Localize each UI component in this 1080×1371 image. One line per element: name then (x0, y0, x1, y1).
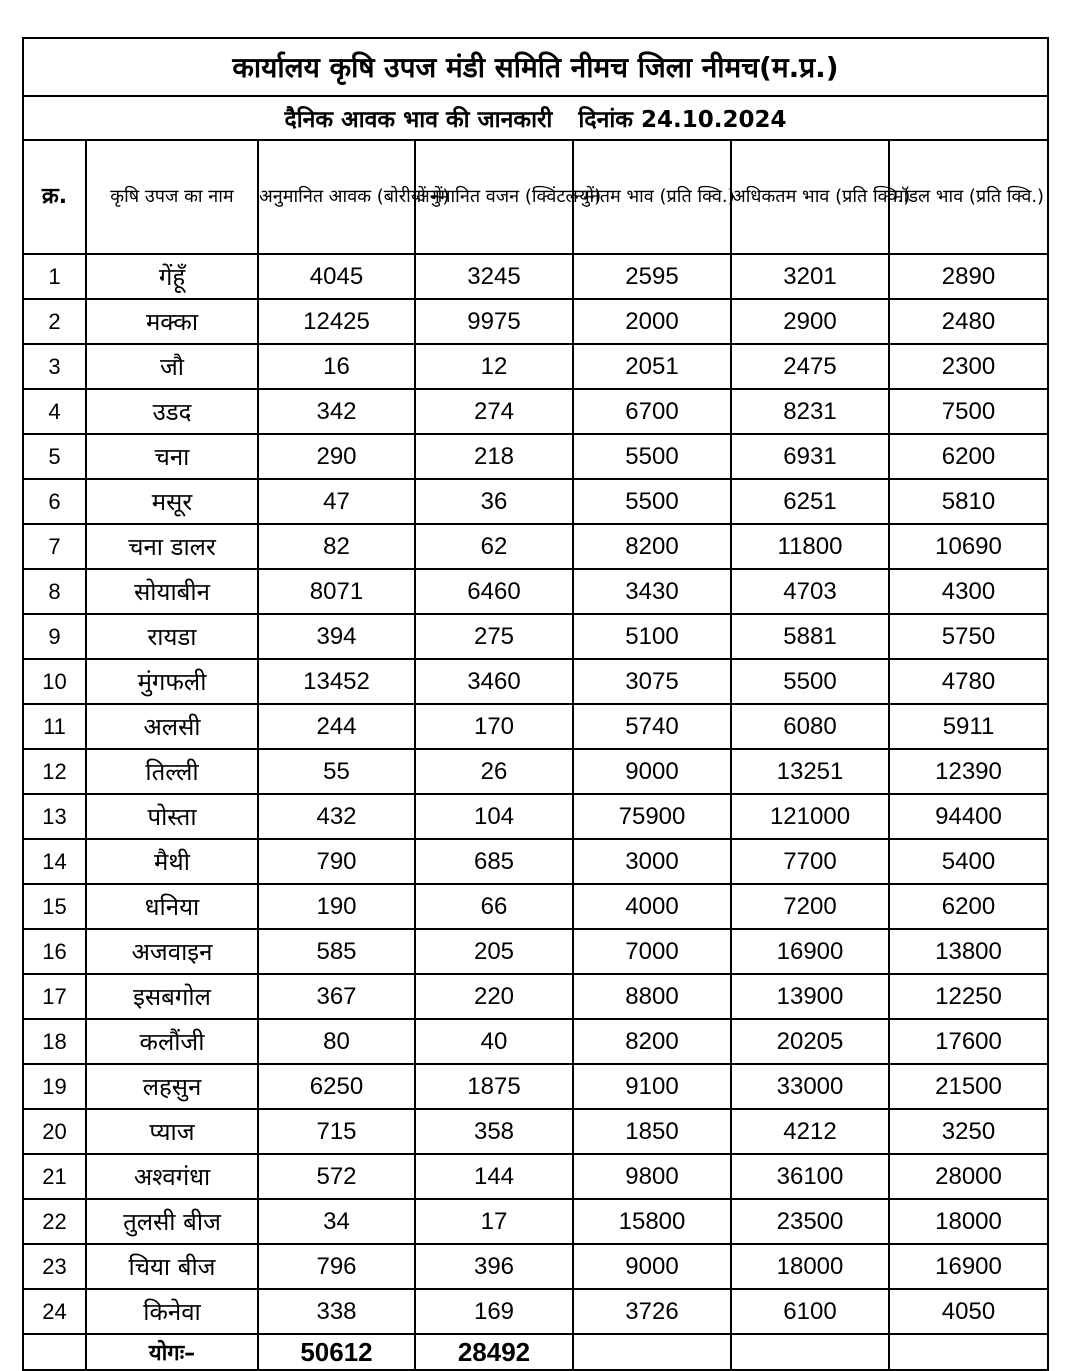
table-row (23, 1244, 1048, 1289)
cell-estimated-arrival: 55 (258, 749, 415, 794)
table-row (23, 929, 1048, 974)
cell-estimated-arrival: 290 (258, 434, 415, 479)
cell-minimum-price: 8800 (573, 974, 731, 1019)
cell-maximum-price: 16900 (731, 929, 889, 974)
cell-modal-price: 17600 (889, 1019, 1048, 1064)
cell-maximum-price: 36100 (731, 1154, 889, 1199)
cell-serial-number: 19 (23, 1064, 86, 1109)
cell-estimated-arrival: 796 (258, 1244, 415, 1289)
cell-estimated-arrival: 715 (258, 1109, 415, 1154)
cell-estimated-weight: 274 (415, 389, 573, 434)
cell-estimated-weight: 40 (415, 1019, 573, 1064)
cell-modal-price: 12250 (889, 974, 1048, 1019)
report-date: दिनांक 24.10.2024 (578, 107, 787, 133)
cell-modal-price: 2300 (889, 344, 1048, 389)
cell-minimum-price: 3000 (573, 839, 731, 884)
cell-crop-name: तिल्ली (86, 749, 258, 794)
cell-modal-price: 5911 (889, 704, 1048, 749)
cell-estimated-weight: 685 (415, 839, 573, 884)
table-row (23, 1064, 1048, 1109)
cell-crop-name: रायडा (86, 614, 258, 659)
cell-serial-number: 14 (23, 839, 86, 884)
cell-serial-number: 10 (23, 659, 86, 704)
cell-estimated-arrival: 16 (258, 344, 415, 389)
cell-serial-number: 20 (23, 1109, 86, 1154)
cell-maximum-price: 4212 (731, 1109, 889, 1154)
cell-minimum-price: 15800 (573, 1199, 731, 1244)
mandi-price-table (22, 37, 1049, 1371)
page-title: कार्यालय कृषि उपज मंडी समिति नीमच जिला नीमच(म.प्र.) (23, 38, 1048, 96)
total-blank-max (731, 1334, 889, 1370)
table-row (23, 1154, 1048, 1199)
cell-serial-number: 6 (23, 479, 86, 524)
cell-crop-name: जौ (86, 344, 258, 389)
table-row (23, 299, 1048, 344)
cell-maximum-price: 6251 (731, 479, 889, 524)
cell-serial-number: 3 (23, 344, 86, 389)
table-row (23, 614, 1048, 659)
cell-estimated-weight: 66 (415, 884, 573, 929)
cell-estimated-arrival: 47 (258, 479, 415, 524)
cell-estimated-arrival: 80 (258, 1019, 415, 1064)
cell-serial-number: 23 (23, 1244, 86, 1289)
table-row (23, 1109, 1048, 1154)
cell-estimated-weight: 26 (415, 749, 573, 794)
cell-estimated-weight: 62 (415, 524, 573, 569)
title-row (23, 38, 1048, 96)
cell-estimated-arrival: 190 (258, 884, 415, 929)
table-row (23, 749, 1048, 794)
cell-crop-name: सोयाबीन (86, 569, 258, 614)
cell-maximum-price: 4703 (731, 569, 889, 614)
cell-maximum-price: 6931 (731, 434, 889, 479)
cell-estimated-arrival: 34 (258, 1199, 415, 1244)
table-row (23, 1289, 1048, 1334)
total-weight: 28492 (415, 1334, 573, 1370)
cell-serial-number: 9 (23, 614, 86, 659)
cell-estimated-weight: 104 (415, 794, 573, 839)
cell-serial-number: 24 (23, 1289, 86, 1334)
header-serial-number: क्र. (23, 140, 86, 254)
cell-modal-price: 3250 (889, 1109, 1048, 1154)
cell-crop-name: मैथी (86, 839, 258, 884)
cell-serial-number: 16 (23, 929, 86, 974)
cell-minimum-price: 2051 (573, 344, 731, 389)
cell-maximum-price: 121000 (731, 794, 889, 839)
cell-maximum-price: 18000 (731, 1244, 889, 1289)
header-modal-price: मॉडल भाव (प्रति क्वि.) (889, 140, 1048, 254)
subtitle-row (23, 96, 1048, 140)
cell-crop-name: मुंगफली (86, 659, 258, 704)
cell-modal-price: 2480 (889, 299, 1048, 344)
cell-crop-name: किनेवा (86, 1289, 258, 1334)
table-row (23, 704, 1048, 749)
cell-estimated-weight: 144 (415, 1154, 573, 1199)
table-row (23, 1019, 1048, 1064)
cell-maximum-price: 7700 (731, 839, 889, 884)
cell-maximum-price: 6100 (731, 1289, 889, 1334)
cell-crop-name: गेंहूँ (86, 254, 258, 299)
cell-modal-price: 2890 (889, 254, 1048, 299)
cell-serial-number: 21 (23, 1154, 86, 1199)
cell-serial-number: 5 (23, 434, 86, 479)
table-row (23, 344, 1048, 389)
table-body (23, 254, 1048, 1334)
cell-crop-name: अलसी (86, 704, 258, 749)
cell-serial-number: 1 (23, 254, 86, 299)
cell-modal-price: 4050 (889, 1289, 1048, 1334)
cell-estimated-weight: 205 (415, 929, 573, 974)
header-maximum-price: अधिकतम भाव (प्रति क्वि.) (731, 140, 889, 254)
cell-estimated-arrival: 432 (258, 794, 415, 839)
cell-estimated-weight: 3460 (415, 659, 573, 704)
cell-crop-name: लहसुन (86, 1064, 258, 1109)
cell-crop-name: चना (86, 434, 258, 479)
cell-serial-number: 13 (23, 794, 86, 839)
cell-crop-name: इसबगोल (86, 974, 258, 1019)
header-estimated-weight: अनुमानित वजन (क्विंटल में) (415, 140, 573, 254)
cell-estimated-weight: 36 (415, 479, 573, 524)
cell-estimated-arrival: 338 (258, 1289, 415, 1334)
total-arrival: 50612 (258, 1334, 415, 1370)
cell-modal-price: 6200 (889, 434, 1048, 479)
cell-minimum-price: 4000 (573, 884, 731, 929)
header-minimum-price: न्युनतम भाव (प्रति क्वि.) (573, 140, 731, 254)
cell-estimated-weight: 6460 (415, 569, 573, 614)
cell-estimated-weight: 9975 (415, 299, 573, 344)
cell-crop-name: अजवाइन (86, 929, 258, 974)
cell-maximum-price: 13251 (731, 749, 889, 794)
cell-maximum-price: 2475 (731, 344, 889, 389)
cell-maximum-price: 8231 (731, 389, 889, 434)
cell-estimated-weight: 12 (415, 344, 573, 389)
cell-minimum-price: 2595 (573, 254, 731, 299)
cell-modal-price: 6200 (889, 884, 1048, 929)
table-row (23, 1199, 1048, 1244)
total-label: योगः– (86, 1334, 258, 1370)
cell-minimum-price: 1850 (573, 1109, 731, 1154)
cell-minimum-price: 8200 (573, 1019, 731, 1064)
cell-minimum-price: 9100 (573, 1064, 731, 1109)
cell-estimated-weight: 396 (415, 1244, 573, 1289)
cell-serial-number: 4 (23, 389, 86, 434)
cell-minimum-price: 5500 (573, 434, 731, 479)
cell-estimated-arrival: 585 (258, 929, 415, 974)
cell-modal-price: 5400 (889, 839, 1048, 884)
cell-serial-number: 8 (23, 569, 86, 614)
cell-estimated-arrival: 367 (258, 974, 415, 1019)
cell-serial-number: 17 (23, 974, 86, 1019)
cell-crop-name: चिया बीज (86, 1244, 258, 1289)
cell-serial-number: 7 (23, 524, 86, 569)
cell-estimated-arrival: 244 (258, 704, 415, 749)
cell-crop-name: अश्वगंधा (86, 1154, 258, 1199)
cell-maximum-price: 20205 (731, 1019, 889, 1064)
cell-crop-name: चना डालर (86, 524, 258, 569)
cell-crop-name: तुलसी बीज (86, 1199, 258, 1244)
table-row (23, 569, 1048, 614)
cell-crop-name: उडद (86, 389, 258, 434)
cell-minimum-price: 5740 (573, 704, 731, 749)
cell-modal-price: 4780 (889, 659, 1048, 704)
cell-minimum-price: 9000 (573, 1244, 731, 1289)
cell-estimated-arrival: 572 (258, 1154, 415, 1199)
cell-estimated-weight: 17 (415, 1199, 573, 1244)
table-row (23, 659, 1048, 704)
cell-modal-price: 7500 (889, 389, 1048, 434)
cell-modal-price: 13800 (889, 929, 1048, 974)
cell-minimum-price: 6700 (573, 389, 731, 434)
cell-estimated-weight: 218 (415, 434, 573, 479)
cell-modal-price: 10690 (889, 524, 1048, 569)
cell-modal-price: 21500 (889, 1064, 1048, 1109)
subtitle-cell (23, 96, 1048, 140)
cell-crop-name: कलौंजी (86, 1019, 258, 1064)
cell-maximum-price: 7200 (731, 884, 889, 929)
cell-serial-number: 2 (23, 299, 86, 344)
cell-crop-name: मसूर (86, 479, 258, 524)
cell-estimated-weight: 220 (415, 974, 573, 1019)
cell-modal-price: 4300 (889, 569, 1048, 614)
cell-estimated-arrival: 13452 (258, 659, 415, 704)
cell-crop-name: धनिया (86, 884, 258, 929)
table-row (23, 254, 1048, 299)
cell-estimated-arrival: 790 (258, 839, 415, 884)
cell-modal-price: 12390 (889, 749, 1048, 794)
total-serial-blank (23, 1334, 86, 1370)
total-blank-modal (889, 1334, 1048, 1370)
cell-maximum-price: 3201 (731, 254, 889, 299)
header-estimated-arrival: अनुमानित आवक (बोरीयों में) (258, 140, 415, 254)
cell-crop-name: पोस्ता (86, 794, 258, 839)
cell-minimum-price: 75900 (573, 794, 731, 839)
table-row (23, 479, 1048, 524)
cell-maximum-price: 2900 (731, 299, 889, 344)
cell-estimated-weight: 169 (415, 1289, 573, 1334)
cell-maximum-price: 6080 (731, 704, 889, 749)
cell-crop-name: मक्का (86, 299, 258, 344)
cell-estimated-arrival: 82 (258, 524, 415, 569)
cell-minimum-price: 9000 (573, 749, 731, 794)
cell-minimum-price: 8200 (573, 524, 731, 569)
cell-estimated-arrival: 394 (258, 614, 415, 659)
cell-maximum-price: 23500 (731, 1199, 889, 1244)
cell-crop-name: प्याज (86, 1109, 258, 1154)
cell-estimated-arrival: 4045 (258, 254, 415, 299)
cell-modal-price: 28000 (889, 1154, 1048, 1199)
cell-modal-price: 5750 (889, 614, 1048, 659)
table-row (23, 524, 1048, 569)
cell-maximum-price: 5881 (731, 614, 889, 659)
cell-maximum-price: 33000 (731, 1064, 889, 1109)
cell-estimated-arrival: 342 (258, 389, 415, 434)
cell-estimated-weight: 1875 (415, 1064, 573, 1109)
header-crop-name: कृषि उपज का नाम (86, 140, 258, 254)
subtitle: दैनिक आवक भाव की जानकारी (284, 107, 553, 133)
cell-modal-price: 16900 (889, 1244, 1048, 1289)
cell-minimum-price: 3726 (573, 1289, 731, 1334)
table-row (23, 974, 1048, 1019)
cell-estimated-weight: 3245 (415, 254, 573, 299)
cell-minimum-price: 3075 (573, 659, 731, 704)
cell-serial-number: 22 (23, 1199, 86, 1244)
cell-estimated-weight: 358 (415, 1109, 573, 1154)
cell-minimum-price: 5500 (573, 479, 731, 524)
cell-maximum-price: 5500 (731, 659, 889, 704)
cell-minimum-price: 3430 (573, 569, 731, 614)
cell-estimated-weight: 170 (415, 704, 573, 749)
cell-serial-number: 12 (23, 749, 86, 794)
cell-serial-number: 15 (23, 884, 86, 929)
cell-maximum-price: 13900 (731, 974, 889, 1019)
cell-maximum-price: 11800 (731, 524, 889, 569)
cell-minimum-price: 9800 (573, 1154, 731, 1199)
cell-minimum-price: 5100 (573, 614, 731, 659)
cell-minimum-price: 2000 (573, 299, 731, 344)
total-blank-min (573, 1334, 731, 1370)
total-row (23, 1334, 1048, 1370)
table-row (23, 434, 1048, 479)
cell-estimated-arrival: 6250 (258, 1064, 415, 1109)
cell-estimated-arrival: 12425 (258, 299, 415, 344)
cell-modal-price: 18000 (889, 1199, 1048, 1244)
cell-estimated-weight: 275 (415, 614, 573, 659)
cell-modal-price: 94400 (889, 794, 1048, 839)
table-row (23, 389, 1048, 434)
table-row (23, 794, 1048, 839)
column-header-row (23, 140, 1048, 254)
cell-minimum-price: 7000 (573, 929, 731, 974)
cell-serial-number: 18 (23, 1019, 86, 1064)
table-row (23, 839, 1048, 884)
cell-estimated-arrival: 8071 (258, 569, 415, 614)
cell-modal-price: 5810 (889, 479, 1048, 524)
table-row (23, 884, 1048, 929)
cell-serial-number: 11 (23, 704, 86, 749)
